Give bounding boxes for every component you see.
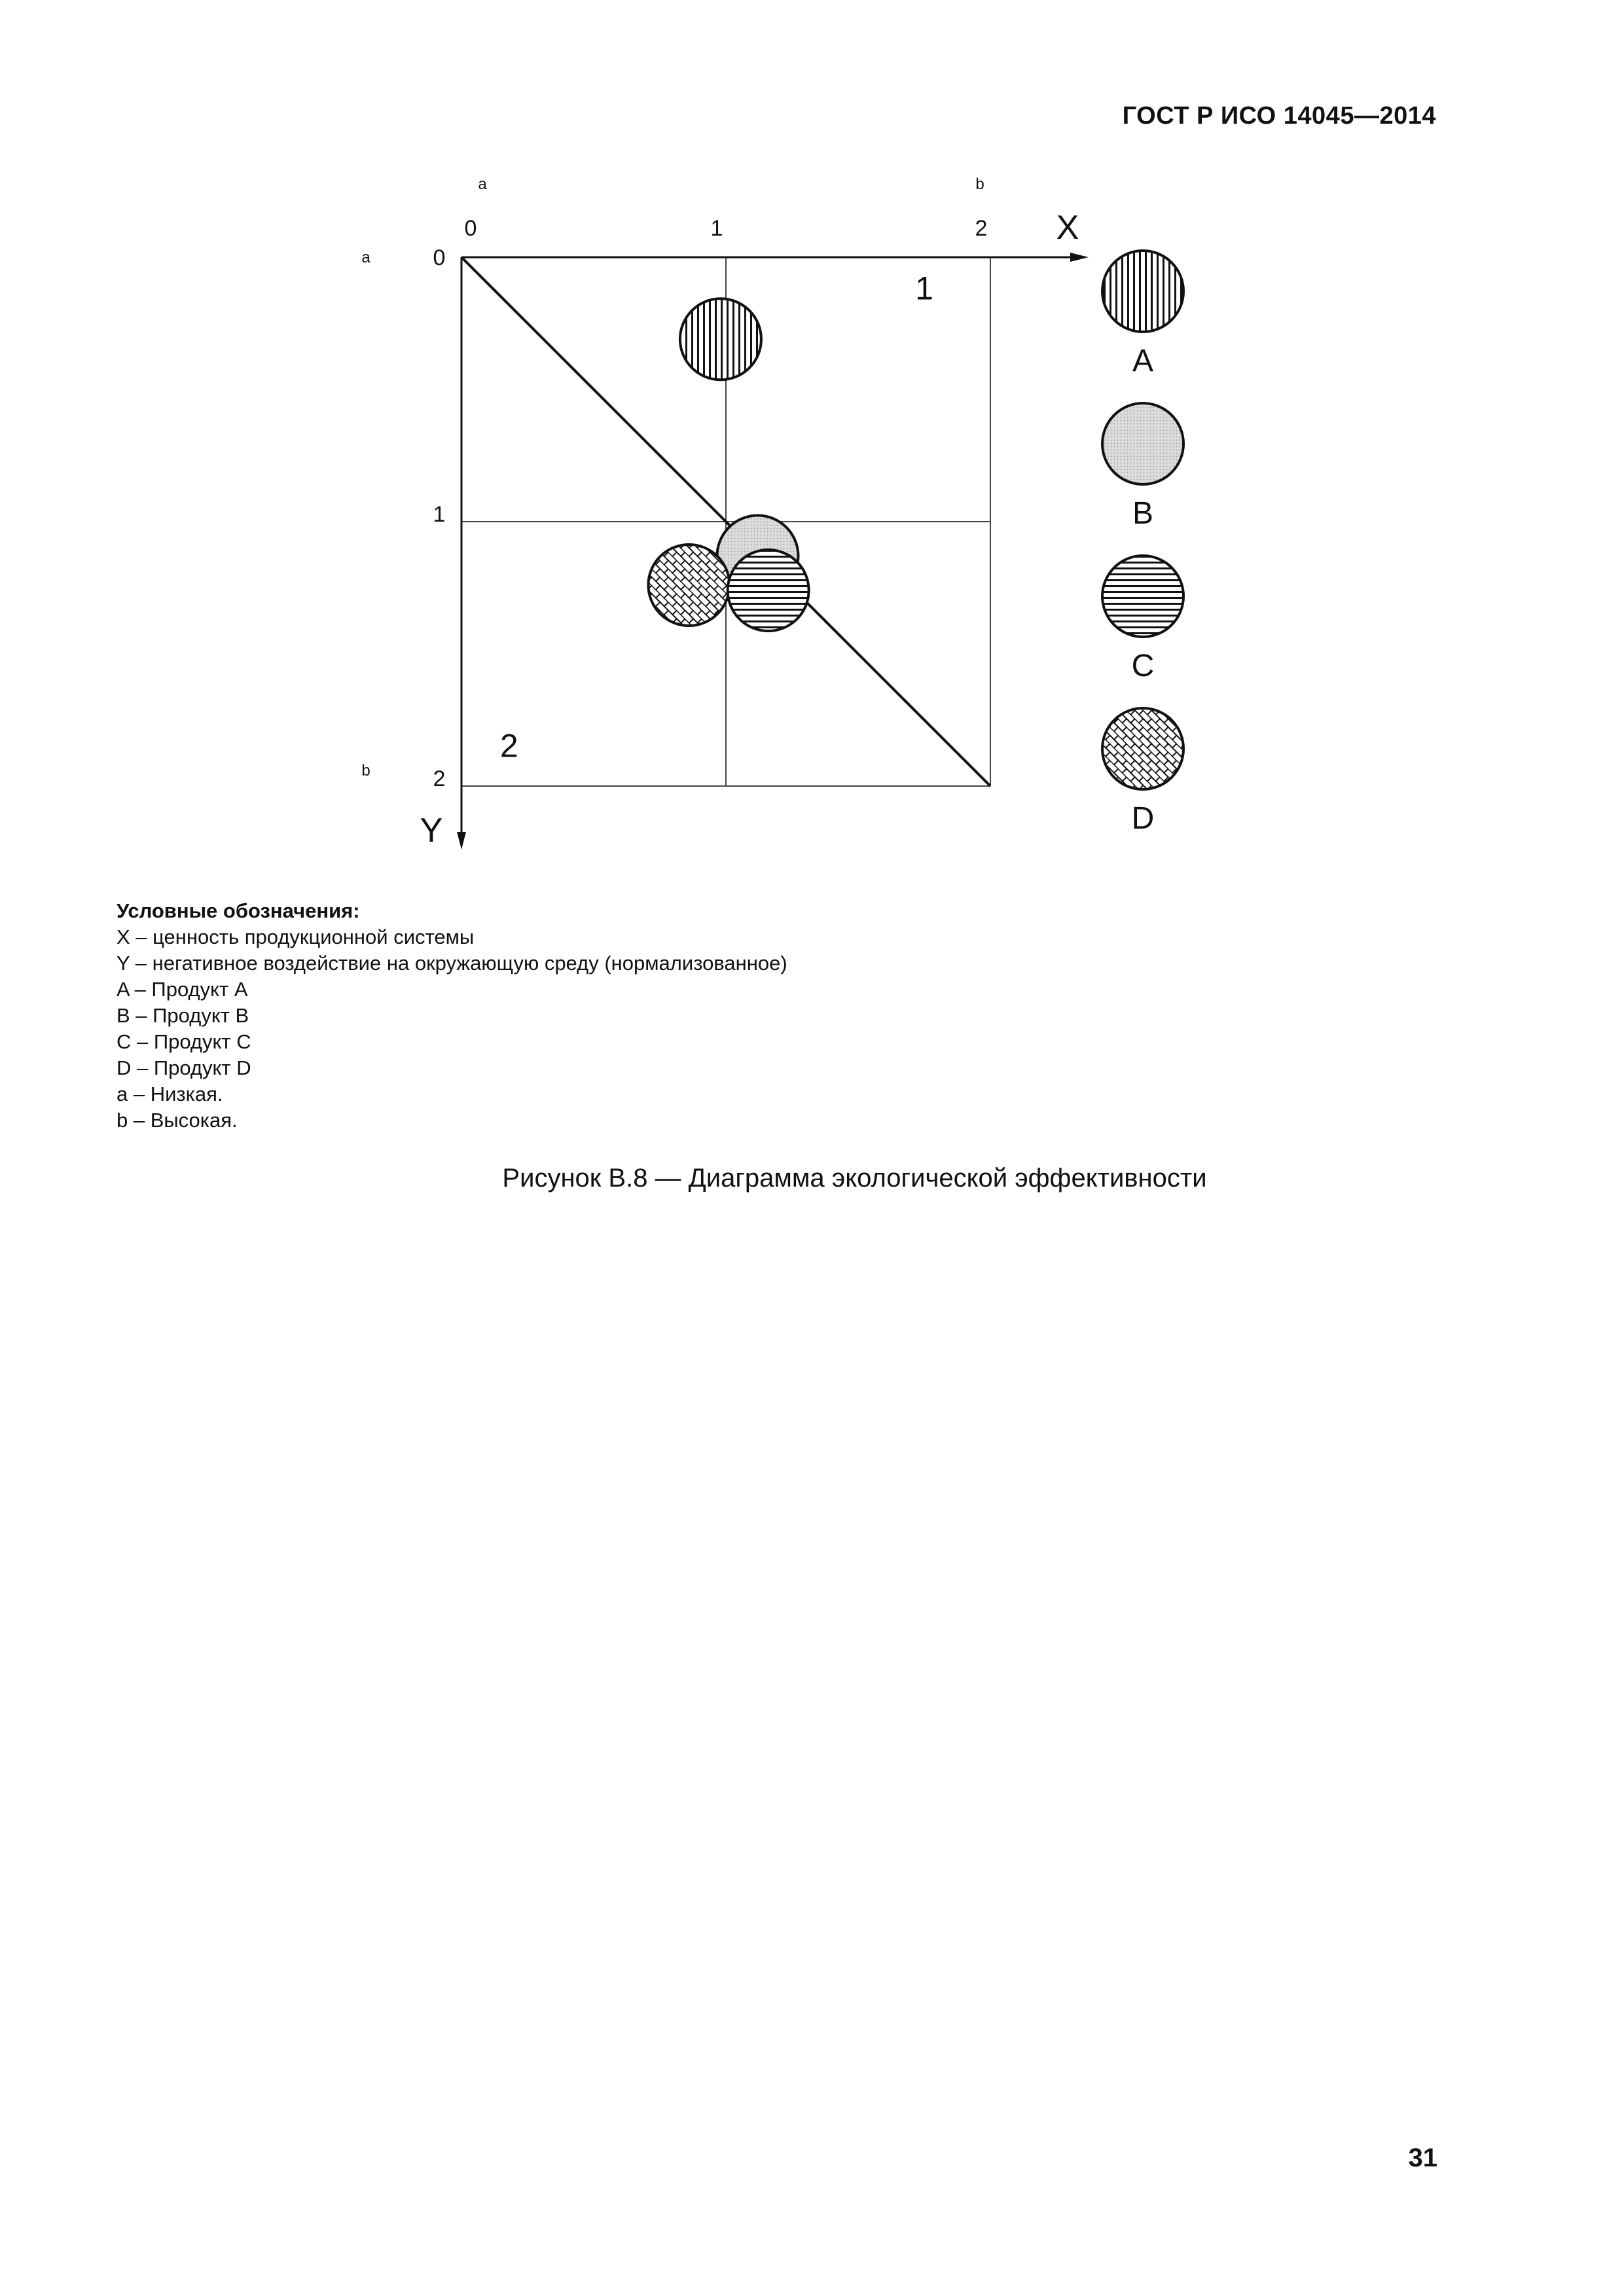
page-number: 31 bbox=[1408, 2144, 1437, 2172]
legend-item-low: a – Низкая. bbox=[117, 1083, 223, 1105]
legend-item-d: D – Продукт D bbox=[117, 1056, 251, 1079]
legend-title: Условные обозначения: bbox=[117, 899, 360, 922]
legend-block bbox=[117, 898, 787, 1134]
x-axis-arrow bbox=[1070, 253, 1089, 262]
legend-label-c: C bbox=[1131, 649, 1155, 683]
x-tick-label: 2 bbox=[975, 216, 988, 241]
region-label-2: 2 bbox=[499, 727, 518, 764]
eco-efficiency-diagram bbox=[0, 0, 1624, 890]
x-tick-label: 0 bbox=[464, 216, 477, 241]
legend-item-a: A – Продукт A bbox=[117, 978, 248, 1001]
legend-label-a: A bbox=[1132, 344, 1154, 378]
x-axis-high-label: b bbox=[975, 175, 984, 193]
figure-caption: Рисунок В.8 — Диаграмма экологической эффективности bbox=[502, 1164, 1207, 1193]
legend-item-b: B – Продукт B bbox=[117, 1004, 249, 1027]
legend-item-y: Y – негативное воздействие на окружающую среду (нормализованное) bbox=[117, 952, 787, 975]
data-point-d bbox=[648, 545, 729, 626]
x-axis-low-label: a bbox=[478, 175, 487, 193]
y-tick-label: 1 bbox=[433, 502, 446, 527]
legend-item-high: b – Высокая. bbox=[117, 1109, 238, 1132]
legend-label-d: D bbox=[1131, 801, 1155, 836]
x-axis-title: X bbox=[1056, 209, 1079, 247]
legend-label-b: B bbox=[1132, 496, 1154, 531]
y-axis-low-label: a bbox=[361, 249, 370, 266]
legend-swatch-a bbox=[1102, 251, 1183, 332]
legend-item-x: X – ценность продукционной системы bbox=[117, 925, 475, 948]
legend-swatch-d bbox=[1102, 708, 1183, 789]
x-tick-label: 1 bbox=[710, 216, 723, 241]
legend-item-c: C – Продукт C bbox=[117, 1030, 251, 1053]
y-axis-title: Y bbox=[420, 812, 443, 850]
document-id-header: ГОСТ Р ИСО 14045—2014 bbox=[1122, 102, 1436, 130]
y-axis-arrow bbox=[457, 832, 466, 850]
y-tick-label: 2 bbox=[433, 766, 446, 791]
legend-swatch-b bbox=[1102, 403, 1183, 484]
data-point-c bbox=[728, 550, 809, 631]
y-tick-label: 0 bbox=[433, 245, 446, 270]
y-axis-high-label: b bbox=[361, 762, 370, 780]
region-label-1: 1 bbox=[915, 270, 933, 307]
legend-swatch-c bbox=[1102, 556, 1183, 637]
data-point-a bbox=[680, 298, 761, 380]
